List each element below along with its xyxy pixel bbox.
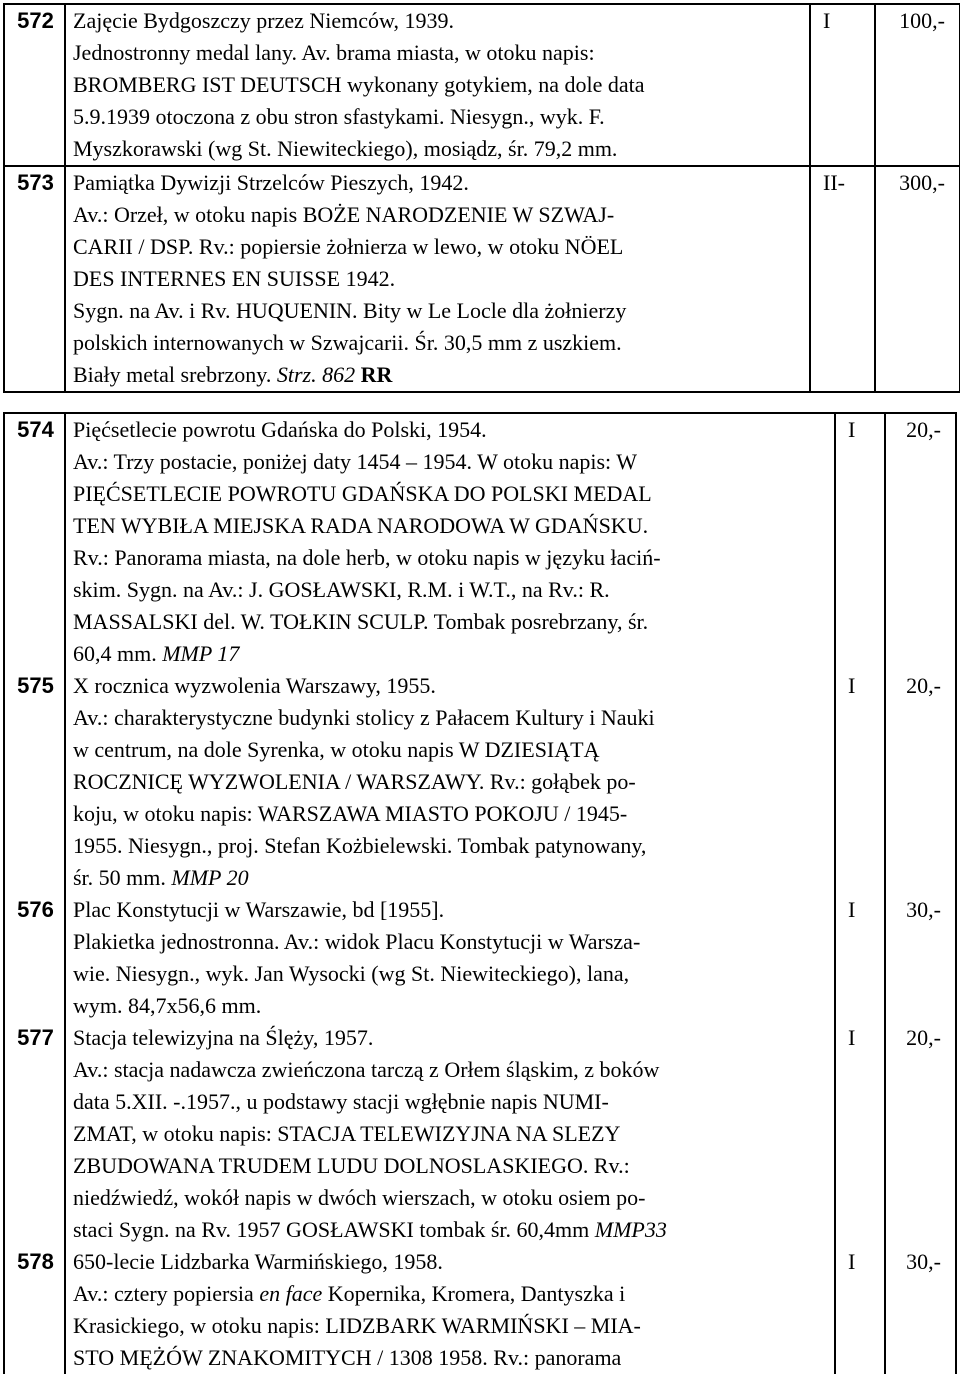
description-line: Myszkorawski (wg St. Niewiteckiego), mosiądz, śr. 79,2 mm. xyxy=(73,136,618,161)
catalog-entry-578 xyxy=(4,1246,956,1374)
lot-number: 572 xyxy=(4,4,65,166)
lot-number: 574 xyxy=(4,413,65,670)
description-line: Krasickiego, w otoku napis: LIDZBARK WARMIŃSKI – MIA- xyxy=(73,1313,641,1338)
lot-price: 100,- xyxy=(875,4,960,166)
catalog-entry-577 xyxy=(4,1022,956,1246)
description-line: wym. 84,7x56,6 mm. xyxy=(73,993,262,1018)
description-line: wie. Niesygn., wyk. Jan Wysocki (wg St. Niewiteckiego), lana, xyxy=(73,961,630,986)
reference-citation: MMP 20 xyxy=(171,865,249,890)
lot-price: 30,- xyxy=(885,1246,956,1374)
lot-price: 20,- xyxy=(885,670,956,894)
catalog-entry-572 xyxy=(4,4,960,166)
description-line: Plakietka jednostronna. Av.: widok Placu Konstytucji w Warsza- xyxy=(73,929,641,954)
lot-number: 577 xyxy=(4,1022,65,1246)
description-line: STO MĘŻÓW ZNAKOMITYCH / 1308 1958. Rv.: panorama xyxy=(73,1345,622,1370)
description-line: data 5.XII. -.1957., u podstawy stacji wgłębnie napis NUMI- xyxy=(73,1089,609,1114)
description-line xyxy=(73,359,809,391)
description-line: Av.: Trzy postacie, poniżej daty 1454 – 1954. W otoku napis: W xyxy=(73,449,638,474)
catalog-entry-574 xyxy=(4,413,956,670)
catalog-table-top xyxy=(3,3,960,393)
description-line: 650-lecie Lidzbarka Warmińskiego, 1958. xyxy=(73,1249,443,1274)
description-line: ZBUDOWANA TRUDEM LUDU DOLNOSLASKIEGO. Rv.: xyxy=(73,1153,630,1178)
catalog-entry-575 xyxy=(4,670,956,894)
description-line: Sygn. na Av. i Rv. HUQUENIN. Bity w Le Locle dla żołnierzy xyxy=(73,298,627,323)
description-line: Rv.: Panorama miasta, na dole herb, w otoku napis w języku łaciń- xyxy=(73,545,661,570)
description-line: Av.: charakterystyczne budynki stolicy z Pałacem Kultury i Nauki xyxy=(73,705,655,730)
catalog-entry-576 xyxy=(4,894,956,1022)
description-line: Jednostronny medal lany. Av. brama miasta, w otoku napis: xyxy=(73,40,595,65)
description-line: TEN WYBIŁA MIEJSKA RADA NARODOWA W GDAŃSKU. xyxy=(73,513,649,538)
reference-citation: Strz. 862 xyxy=(276,362,356,387)
italic-phrase: en face xyxy=(259,1281,323,1306)
lot-price: 300,- xyxy=(875,166,960,392)
description-text: Av.: cztery popiersia xyxy=(73,1281,260,1306)
lot-grade: I xyxy=(835,413,885,670)
lot-grade: I xyxy=(835,894,885,1022)
description-line: koju, w otoku napis: WARSZAWA MIASTO POKOJU / 1945- xyxy=(73,801,628,826)
description-line xyxy=(73,1278,834,1310)
lot-number: 578 xyxy=(4,1246,65,1374)
description-line: ZMAT, w otoku napis: STACJA TELEWIZYJNA NA SLEZY xyxy=(73,1121,621,1146)
description-line xyxy=(73,862,834,894)
description-line: Stacja telewizyjna na Ślęży, 1957. xyxy=(73,1025,374,1050)
lot-price: 20,- xyxy=(885,1022,956,1246)
description-line: CARII / DSP. Rv.: popiersie żołnierza w lewo, w otoku NÖEL xyxy=(73,234,624,259)
description-text: staci Sygn. na Rv. 1957 GOSŁAWSKI tombak śr. 60,4mm xyxy=(73,1217,595,1242)
lot-description xyxy=(65,4,810,166)
lot-description xyxy=(65,1246,835,1374)
description-line: BROMBERG IST DEUTSCH wykonany gotykiem, na dole data xyxy=(73,72,645,97)
lot-grade: I xyxy=(810,4,875,166)
lot-description xyxy=(65,166,810,392)
description-line: Av.: Orzeł, w otoku napis BOŻE NARODZENIE W SZWAJ- xyxy=(73,202,615,227)
lot-description xyxy=(65,670,835,894)
description-text: 60,4 mm. xyxy=(73,641,163,666)
description-line: 5.9.1939 otoczona z obu stron sfastykami. Niesygn., wyk. F. xyxy=(73,104,605,129)
lot-description xyxy=(65,413,835,670)
description-text: Biały metal srebrzony. xyxy=(73,362,277,387)
description-line: X rocznica wyzwolenia Warszawy, 1955. xyxy=(73,673,436,698)
catalog-entry-573 xyxy=(4,166,960,392)
description-line: 1955. Niesygn., proj. Stefan Kożbielewski. Tombak patynowany, xyxy=(73,833,647,858)
description-line: niedźwiedź, wokół napis w dwóch wierszach, w otoku osiem po- xyxy=(73,1185,646,1210)
lot-grade: I xyxy=(835,1022,885,1246)
catalog-table-bottom xyxy=(3,412,957,1374)
description-line: DES INTERNES EN SUISSE 1942. xyxy=(73,266,396,291)
description-line: PIĘĆSETLECIE POWROTU GDAŃSKA DO POLSKI MEDAL xyxy=(73,481,652,506)
rarity-mark: RR xyxy=(360,362,393,387)
lot-grade: I xyxy=(835,670,885,894)
description-line: polskich internowanych w Szwajcarii. Śr. 30,5 mm z uszkiem. xyxy=(73,330,622,355)
description-line xyxy=(73,638,834,670)
lot-price: 20,- xyxy=(885,413,956,670)
description-line: ROCZNICĘ WYZWOLENIA / WARSZAWY. Rv.: gołąbek po- xyxy=(73,769,636,794)
lot-grade: II- xyxy=(810,166,875,392)
lot-number: 576 xyxy=(4,894,65,1022)
lot-description xyxy=(65,1022,835,1246)
description-line: Zajęcie Bydgoszczy przez Niemców, 1939. xyxy=(73,8,454,33)
lot-description xyxy=(65,894,835,1022)
lot-number: 573 xyxy=(4,166,65,392)
description-text: śr. 50 mm. xyxy=(73,865,172,890)
lot-number: 575 xyxy=(4,670,65,894)
description-line xyxy=(73,1214,834,1246)
lot-grade: I xyxy=(835,1246,885,1374)
description-line: Pięćsetlecie powrotu Gdańska do Polski, 1954. xyxy=(73,417,487,442)
description-line: Av.: stacja nadawcza zwieńczona tarczą z Orłem śląskim, z boków xyxy=(73,1057,660,1082)
description-line: Pamiątka Dywizji Strzelców Pieszych, 1942. xyxy=(73,170,469,195)
reference-citation: MMP33 xyxy=(594,1217,667,1242)
description-line: skim. Sygn. na Av.: J. GOSŁAWSKI, R.M. i W.T., na Rv.: R. xyxy=(73,577,610,602)
reference-citation: MMP 17 xyxy=(162,641,240,666)
description-line: w centrum, na dole Syrenka, w otoku napis W DZIESIĄTĄ xyxy=(73,737,600,762)
description-line: Plac Konstytucji w Warszawie, bd [1955]. xyxy=(73,897,445,922)
description-line: MASSALSKI del. W. TOŁKIN SCULP. Tombak posrebrzany, śr. xyxy=(73,609,649,634)
description-text: Kopernika, Kromera, Dantyszka i xyxy=(322,1281,626,1306)
lot-price: 30,- xyxy=(885,894,956,1022)
